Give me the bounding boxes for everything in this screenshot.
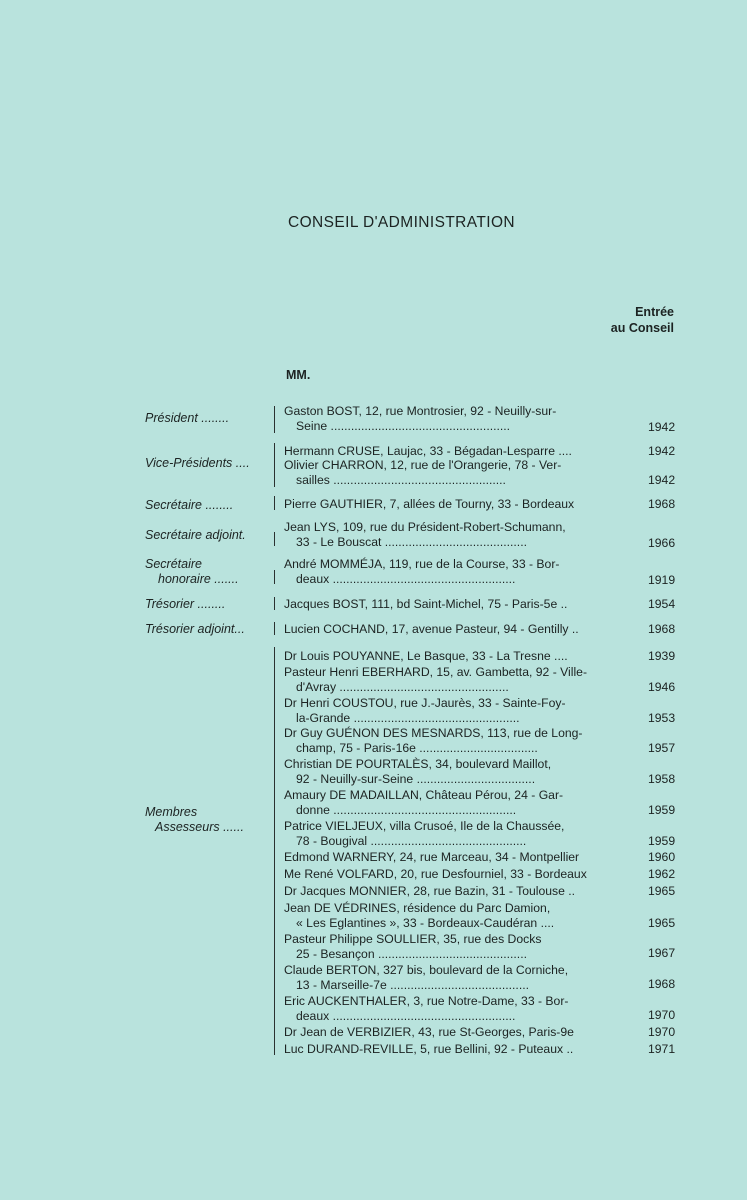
entry-year: 1970: [648, 1008, 676, 1022]
entry-year: 1968: [648, 977, 676, 991]
entry-year: 1946: [648, 680, 676, 694]
member-entry: Jean DE VÉDRINES, résidence du Parc Damion, « Les Eglantines », 33 - Bordeaux-Caudéran ....: [284, 901, 555, 930]
entry-year: 1970: [648, 1025, 676, 1039]
divider-bar: [274, 496, 275, 510]
role-secretaire: Secrétaire ........: [145, 498, 234, 512]
entry-year: 1968: [648, 622, 676, 636]
role-secretaire-honoraire-1: Secrétaire: [145, 557, 202, 571]
member-entry: Pasteur Philippe SOULLIER, 35, rue des Docks 25 - Besançon ............................................: [284, 932, 542, 961]
entry-year: 1968: [648, 497, 676, 511]
member-entry: Hermann CRUSE, Laujac, 33 - Bégadan-Lesparre ....: [284, 444, 572, 458]
entry-year: 1962: [648, 867, 676, 881]
entry-year: 1942: [648, 420, 676, 434]
entree-line-2: au Conseil: [610, 321, 674, 335]
divider-bar: [274, 597, 275, 610]
page-title: CONSEIL D'ADMINISTRATION: [288, 214, 515, 231]
member-entry: Edmond WARNERY, 24, rue Marceau, 34 - Montpellier: [284, 850, 580, 864]
entry-year: 1942: [648, 444, 676, 458]
entry-year: 1942: [648, 473, 676, 487]
member-entry: Dr Jacques MONNIER, 28, rue Bazin, 31 - Toulouse ..: [284, 884, 576, 898]
divider-bar: [274, 647, 275, 1055]
member-entry: Lucien COCHAND, 17, avenue Pasteur, 94 - Gentilly ..: [284, 622, 579, 636]
entry-year: 1966: [648, 536, 676, 550]
member-entry: Claude BERTON, 327 bis, boulevard de la Corniche, 13 - Marseille-7e .........................................: [284, 963, 569, 992]
entry-year: 1965: [648, 916, 676, 930]
entry-year: 1957: [648, 741, 676, 755]
entry-year: 1965: [648, 884, 676, 898]
member-entry: Luc DURAND-REVILLE, 5, rue Bellini, 92 - Puteaux ..: [284, 1042, 574, 1056]
divider-bar: [274, 443, 275, 487]
entry-year: 1953: [648, 711, 676, 725]
entry-year: 1919: [648, 573, 676, 587]
member-entry: Dr Louis POUYANNE, Le Basque, 33 - La Tresne ....: [284, 649, 568, 663]
member-entry: Amaury DE MADAILLAN, Château Pérou, 24 - Gar- donne ......................................................: [284, 788, 564, 817]
role-vice-presidents: Vice-Présidents ....: [145, 456, 250, 470]
mm-label: MM.: [286, 368, 311, 382]
role-president: Président ........: [145, 411, 230, 425]
divider-bar: [274, 532, 275, 546]
role-assesseurs: Assesseurs ......: [155, 820, 244, 834]
role-tresorier-adjoint: Trésorier adjoint...: [145, 622, 245, 636]
member-entry: Pierre GAUTHIER, 7, allées de Tourny, 33 - Bordeaux: [284, 497, 575, 511]
entree-line-1: Entrée: [635, 305, 674, 319]
entry-year: 1959: [648, 834, 676, 848]
role-secretaire-honoraire-2: honoraire .......: [158, 572, 239, 586]
entree-header: [611, 304, 674, 336]
member-entry: Jean LYS, 109, rue du Président-Robert-Schumann, 33 - Le Bouscat ..........................................: [284, 520, 566, 549]
entry-year: 1958: [648, 772, 676, 786]
entry-year: 1959: [648, 803, 676, 817]
role-secretaire-adjoint: Secrétaire adjoint.: [145, 528, 246, 542]
member-entry: Dr Jean de VERBIZIER, 43, rue St-Georges, Paris-9e: [284, 1025, 574, 1039]
member-entry: Jacques BOST, 111, bd Saint-Michel, 75 - Paris-5e ..: [284, 597, 568, 611]
role-tresorier: Trésorier ........: [145, 597, 226, 611]
divider-bar: [274, 622, 275, 635]
member-entry: Dr Guy GUÉNON DES MESNARDS, 113, rue de Long- champ, 75 - Paris-16e ...................................: [284, 726, 583, 755]
member-entry: Gaston BOST, 12, rue Montrosier, 92 - Neuilly-sur- Seine .....................................................: [284, 404, 557, 433]
entry-year: 1960: [648, 850, 676, 864]
member-entry: Eric AUCKENTHALER, 3, rue Notre-Dame, 33 - Bor- deaux ......................................................: [284, 994, 569, 1023]
member-entry: André MOMMÉJA, 119, rue de la Course, 33 - Bor- deaux ......................................................: [284, 557, 560, 586]
member-entry: Dr Henri COUSTOU, rue J.-Jaurès, 33 - Sainte-Foy- la-Grande .................................................: [284, 696, 566, 725]
member-entry: Olivier CHARRON, 12, rue de l'Orangerie, 78 - Ver- sailles ...................................................: [284, 458, 562, 487]
divider-bar: [274, 406, 275, 433]
entry-year: 1971: [648, 1042, 676, 1056]
member-entry: Patrice VIELJEUX, villa Crusoé, Ile de la Chaussée, 78 - Bougival ..............................................: [284, 819, 565, 848]
entry-year: 1939: [648, 649, 676, 663]
entry-year: 1954: [648, 597, 676, 611]
member-entry: Christian DE POURTALÈS, 34, boulevard Maillot, 92 - Neuilly-sur-Seine ...................................: [284, 757, 552, 786]
role-membres: Membres: [145, 805, 198, 819]
member-entry: Me René VOLFARD, 20, rue Desfourniel, 33 - Bordeaux: [284, 867, 587, 881]
divider-bar: [274, 570, 275, 584]
entry-year: 1967: [648, 946, 676, 960]
member-entry: Pasteur Henri EBERHARD, 15, av. Gambetta, 92 - Ville- d'Avray ..................................................: [284, 665, 588, 694]
